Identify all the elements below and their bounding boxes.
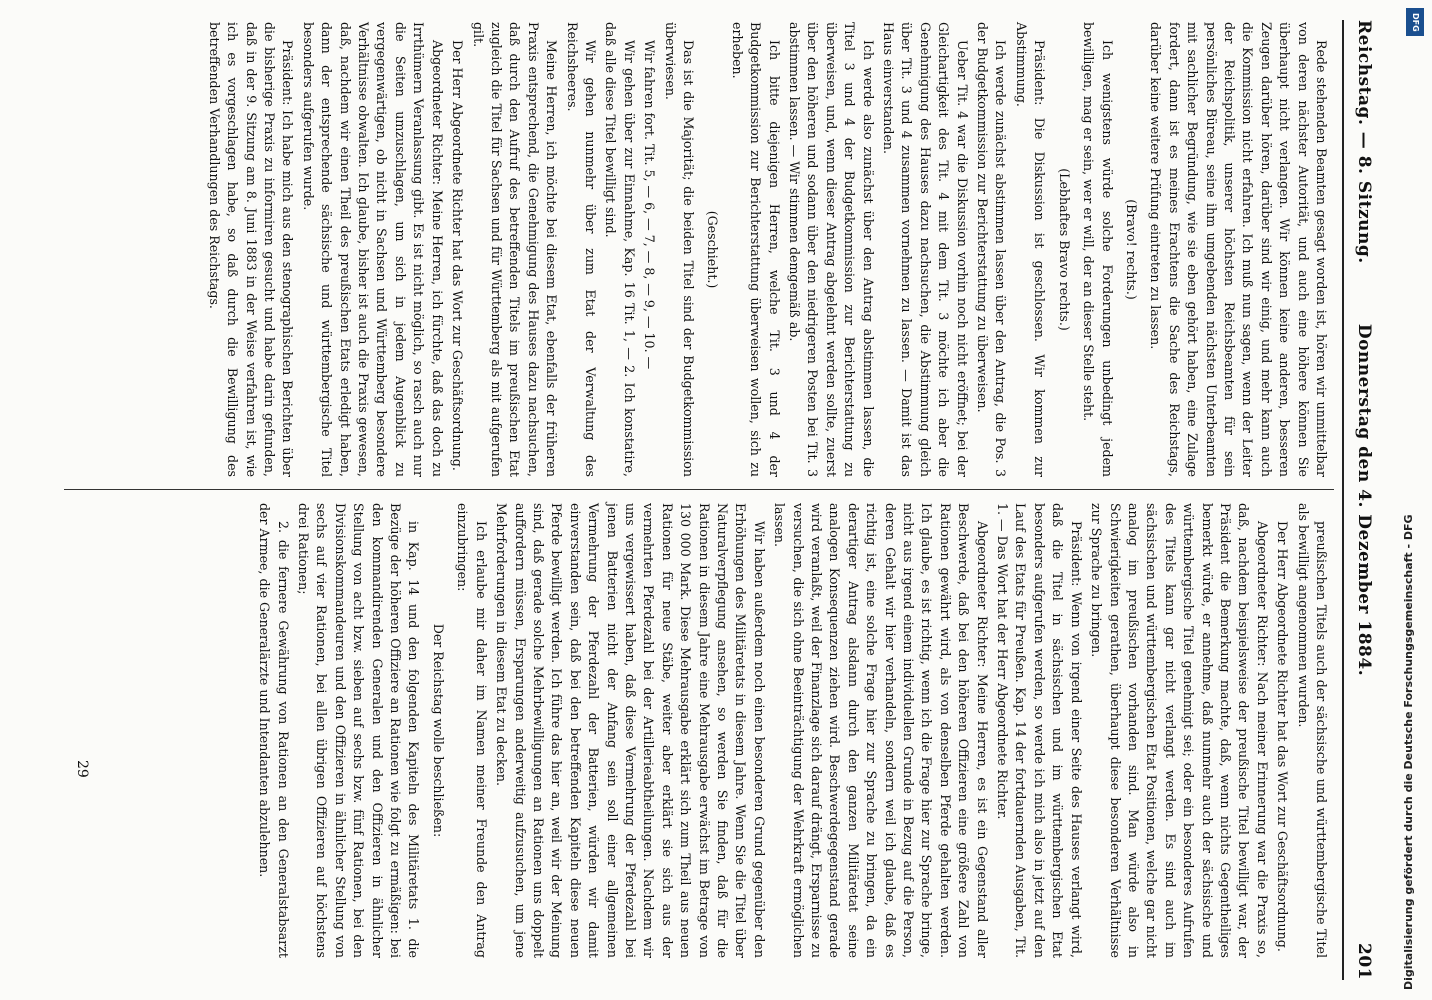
paragraph: preußischen Titels auch der sächsische und württembergische Titel als bewilligt angenommen wurden. bbox=[1295, 503, 1329, 958]
procedure-note: (Geschieht.) bbox=[705, 210, 721, 289]
paragraph: Wir fahren fort. Tit. 5, — 6, — 7, — 8, — 9, — 10. — bbox=[642, 40, 658, 370]
paragraph: Der Herr Abgeordnete Richter hat das Wort zur Geschäftsordnung. bbox=[450, 40, 466, 471]
applause-note: (Bravo! rechts.) bbox=[1123, 199, 1139, 300]
paragraph: Ich werde zunächst abstimmen lassen über den Antrag, die Pos. 3 der Budgetkommission zur Berichterstattung zu überweisen. bbox=[975, 22, 1009, 477]
paragraph: Präsident: Wenn von irgend einer Seite des Hauses verlangt wird, daß die Titel in sächsischen und im württembergischen Etat besonders aufgerufen werden, so werde ich mich also in jetzt auf den Lauf des Etats für Preußen. Kap. 14 der fortdauernden Ausgaben, Tit. 1. — Das Wort hat der Herr Abgeordnete Richter. bbox=[995, 503, 1084, 958]
dfg-logo: DFG bbox=[1406, 8, 1424, 36]
paragraph: Präsident: Ich habe mich aus den stenographischen Berichten über die bisherige Praxis zu informiren gesucht und habe darin gefunden, daß in der 9. Sitzung am 8. Juni 1883 in der Weise verfahren ist, wie ich es vorgeschlagen habe, so daß durch die Bewilligung des betreffenden Verhandlungen des Reichstags. bbox=[206, 22, 296, 477]
column-divider bbox=[64, 489, 1334, 490]
paragraph: Abgeordneter Richter: Nach meiner Erinnerung war die Praxis so, daß, nachdem beispielsweise der preußische Titel bewilligt war, der Präsident die Bemerkung machte, daß, wenn nichts Gegentheiliges bemerkt würde, er annehme, daß nunmehr auch der sächsische und württembergische Titel genehmigt sei; oder ein besonderes Aufrufen des Titels kann gar nicht verlangt werden. Es sind auch im sächsischen und württembergischen Etat Positionen, welche gar nicht analog im preußischen vorhanden sind. Man würde also in Schwierigkeiten gerathen, überhaupt diese besonderen Verhältnisse zur Sprache zu bringen. bbox=[1089, 503, 1270, 958]
paragraph: Wir gehen über zur Einnahme, Kap. 16 Tit. 1, — 2. Ich konstatire, daß alle diese Titel bewilligt sind. bbox=[603, 22, 637, 477]
right-column bbox=[253, 503, 1330, 958]
paragraph: Abgeordneter Richter: Meine Herren, es ist ein Gegenstand aller Beschwerde, daß bei den höheren Offizieren eine größere Zahl von Rationen gewährt wird, als von denselben Pferde gehalten werden. Ich glaube, es ist richtig, wenn ich die Frage hier zur Sprache bringe, nicht aus irgend einem individuellen Grunde in Bezug auf die Person, deren Gehalt wir hier verhandeln, sondern weil ich glaube, daß es richtig ist, eine solche Frage hier zur Sprache zu bringen, da ein derartiger Antrag alsdann durch den ganzen Militäretat seine analogen Konsequenzen ziehen wird. Beschwerdegegenstand gerade wird veranlaßt, weil der Finanzlage sich darauf drängt, Ersparnisse zu versuchen, die sich ohne Beeinträchtigung der Wehrkraft ermöglichen lassen. bbox=[772, 503, 990, 958]
paragraph: Meine Herren, ich möchte bei diesem Etat, ebenfalls der früheren Praxis entsprechend, die Genehmigung des Hauses dazu nachsuchen, daß durch den Aufruf des betreffenden Titels im preußischen Etat zugleich die Titel für Sachsen und für Württemberg als mit aufgerufen gilt. bbox=[470, 22, 560, 477]
left-column bbox=[202, 22, 1330, 477]
paragraph: Der Herr Abgeordnete Richter hat das Wort zur Geschäftsordnung. bbox=[1275, 521, 1291, 952]
paragraph: Ich erlaube mir daher im Namen meiner Freunde den Antrag einzubringen: bbox=[455, 503, 489, 958]
paragraph: Ich werde also zunächst über den Antrag abstimmen lassen, die Titel 3 und 4 der Budgetkommission zur Berichterstattung zu überweisen, und, wenn dieser Antrag abgelehnt werden sollte, zuerst über den höheren und sodann über den niedrigeren Posten bei Tit. 3 abstimmen lassen. — Wir stimmen demgemäß ab. bbox=[787, 22, 876, 477]
header-session: Reichstag. — 8. Sitzung. bbox=[1354, 20, 1374, 264]
motion-item: 2. die fernere Gewährung von Rationen an den Generalstabsarzt der Armee, die Generalärzte und Intendanten abzulehnen. bbox=[257, 503, 291, 958]
paragraph: Ich bitte diejenigen Herren, welche Tit. 3 und 4 der Budgetkommission zur Berichterstattung überweisen wollen, sich zu erheben. bbox=[729, 22, 782, 477]
motion-item: in Kap. 14 und den folgenden Kapiteln des Militäretats 1. die Bezüge der höheren Offiziere an Rationen wie folgt zu ermäßigen: bei den kommandirenden Generalen und den Offizieren in ähnlicher Stellung von acht bzw. sieben auf sechs bzw. fünf Rationen, bei den Divisionskommandeuren und den Offizieren in ähnlicher Stellung von sechs auf vier Rationen, bei allen übrigen Offizieren auf höchstens drei Rationen; bbox=[296, 503, 422, 958]
paragraph: Ich wenigstens würde solche Forderungen unbedingt jedem bewilligen, mag er sein, wer er will, der an dieser Stelle steht. bbox=[1081, 22, 1115, 477]
page-number: 201 bbox=[1354, 943, 1374, 980]
paragraph: Ueber Tit. 4 war die Diskussion vorhin noch nicht eröffnet; bei der Gleichartigkeit des Tit. 4 mit dem Tit. 3 möchte ich aber die Genehmigung des Hauses dazu nachsuchen, die Abstimmung gleich über Tit. 3 und 4 zusammen vornehmen zu lassen. — Damit ist das Haus einverstanden. bbox=[881, 22, 970, 477]
paragraph: Präsident: Die Diskussion ist geschlossen. Wir kommen zur Abstimmung. bbox=[1013, 22, 1048, 477]
paragraph: Abgeordneter Richter: Meine Herren, ich fürchte, daß das doch zu Irrthümern Veranlassung gibt. Es ist nicht möglich, so rasch auch nur die Seiten umzuschlagen, um sich in jedem Augenblick zu vergegenwärtigen, ob nicht in Sachsen und Württemberg besondere Verhältnisse obwalten. Ich glaube, bisher ist auch die Praxis gewesen, daß, nachdem wir einen Theil des preußischen Etats erledigt haben, dann der entsprechende sächsische und württembergische Titel besonders aufgerufen wurde. bbox=[300, 22, 445, 477]
sheet-number: 29 bbox=[74, 760, 90, 778]
paragraph: Wir gehen nunmehr über zum Etat der Verwaltung des Reichsheeres. bbox=[564, 22, 598, 477]
page-header bbox=[1342, 20, 1378, 980]
paragraph: Wir haben außerdem noch einen besonderen Grund gegenüber den Erhöhungen des Militäretats in diesem Jahre. Wenn Sie die Titel über Naturalverpflegung ansehen, so werden Sie finden, daß für die Rationen in diesem Jahre eine Mehrausgabe erwächst im Betrage von 130 000 Mark. Diese Mehrausgabe erklärt sich zum Theil aus neuen Rationen für neue Stäbe, weiter aber erklärt sie sich aus der vermehrten Pferdezahl bei der Artillerieabtheilungen. Nachdem wir uns vergewissert haben, daß diese Vermehrung der Pferdezahl bei jenen Batterien nicht der Anfang sein soll einer allgemeinen Vermehrung der Pferdezahl der Batterien, würden wir damit einverstanden sein, daß bei den betreffenden Kapiteln diese neuen Pferde bewilligt werden. Ich führe das hier an, weil wir der Meinung sind, daß gerade solche Mehrbewilligungen an Rationen uns doppelt auffordern müssen, Ersparungen anderweitig aufzusuchen, um jene Mehrforderungen in diesem Etat zu decken. bbox=[494, 503, 767, 958]
applause-note: (Lebhaftes Bravo rechts.) bbox=[1056, 168, 1072, 331]
motion-heading: Der Reichstag wolle beschließen: bbox=[430, 623, 446, 838]
paragraph: Das ist die Majorität; die beiden Titel sind der Budgetkommission überwiesen. bbox=[662, 22, 696, 477]
header-date: Donnerstag den 4. Dezember 1884. bbox=[1354, 323, 1374, 677]
paragraph: Rede stehenden Beamten gesagt worden ist, hören wir unmittelbar von deren nächster Autorität, und auch eine höhere können Sie überhaupt nicht verlangen. Wir können keine anderen, besseren Zeugen darüber hören, darüber sind wir einig, und mehr kann auch die Kommission nicht erfahren. Ich muß nun sagen, wenn der Leiter der Reichspolitik, unserer höchsten Reichsbeamten für sein persönliches Büreau, seine ihm umgebenden nächsten Unterbeamten mit sachlicher Begründung, wie sie eben gehört haben, eine Zulage fordert, dann ist es meines Erachtens die Sache des Reichstags, darüber keine weitere Prüfung eintreten zu lassen. bbox=[1148, 22, 1329, 477]
digitization-credit: Digitalisierung gefördert durch die Deutsche Forschungsgemeinschaft - DFG bbox=[1402, 514, 1415, 990]
